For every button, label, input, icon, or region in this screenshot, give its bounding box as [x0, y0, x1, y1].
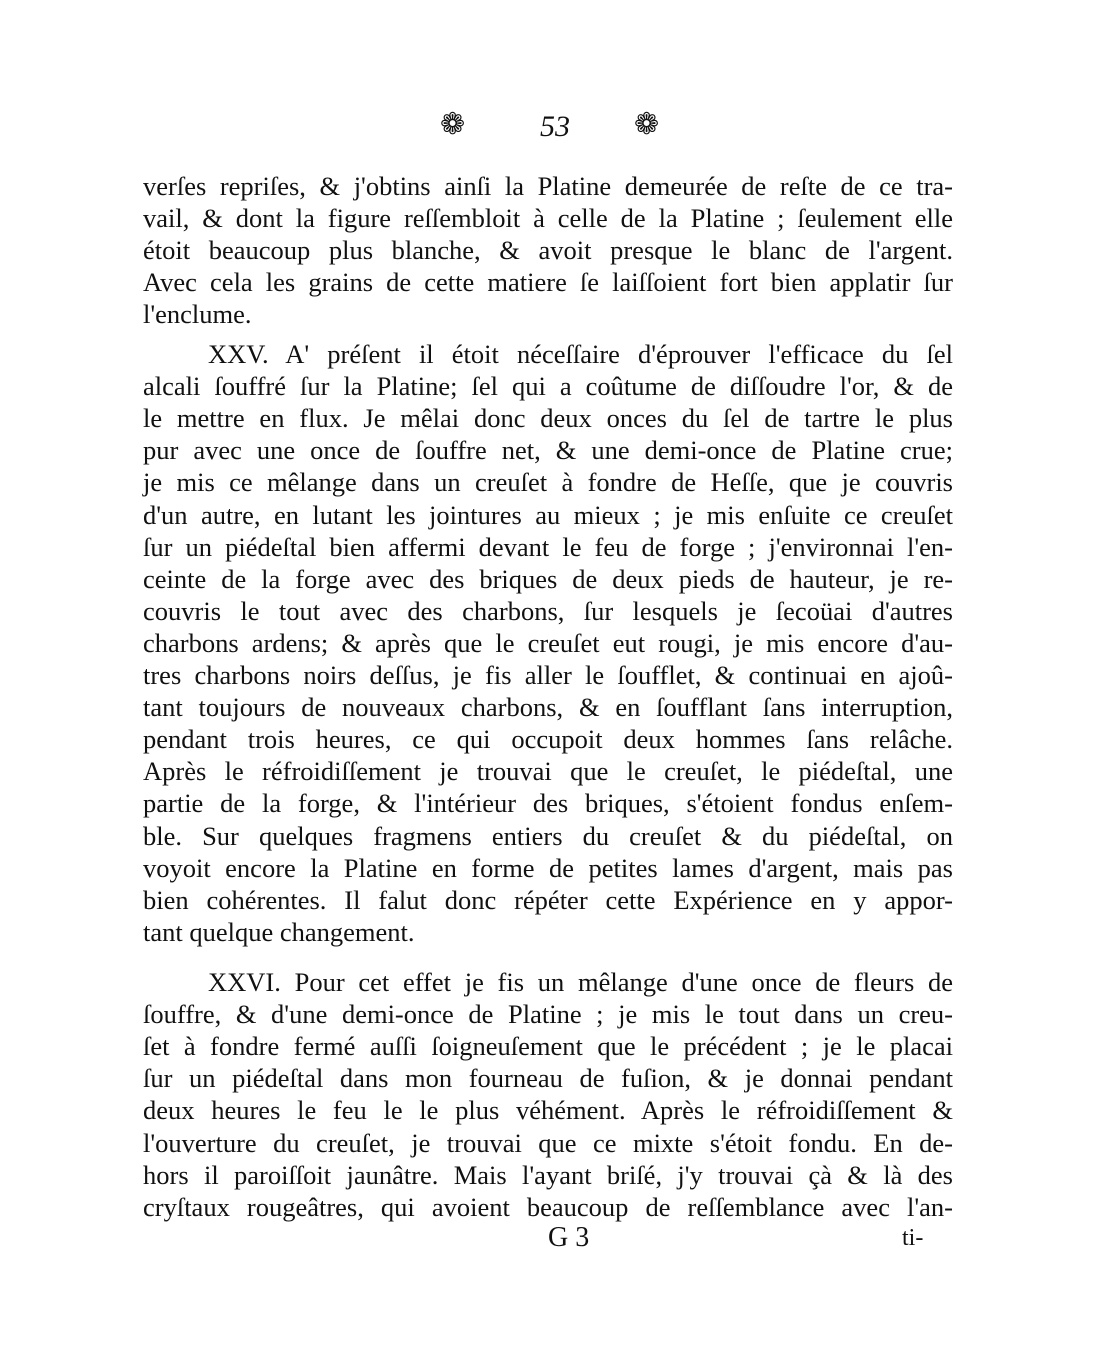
text-line: charbons ardens; & après que le creuſet eut rougi, je mis encore d'au- — [143, 627, 953, 658]
text-line: l'enclume. — [143, 299, 252, 330]
text-line: Après le réfroidiſſement je trouvai que le creuſet, le piédeſtal, une — [143, 756, 953, 787]
page-number: 53 — [540, 110, 570, 143]
text-line: je mis ce mêlange dans un creuſet à fondre de Heſſe, que je couvris — [143, 467, 953, 498]
text-line: XXV. A' préſent il étoit néceſſaire d'éprouver l'efficace du ſel — [208, 339, 953, 369]
flower-ornament-icon: ❁ — [634, 108, 660, 141]
text-line: le mettre en flux. Je mêlai donc deux onces du ſel de tartre le plus — [143, 403, 953, 434]
page-header — [0, 108, 1100, 152]
text-line: bien cohérentes. Il falut donc répéter cette Expérience en y appor- — [143, 884, 953, 915]
text-line: pur avec une once de ſouffre net, & une demi-once de Platine crue; — [143, 435, 953, 466]
text-line: tres charbons noirs deſſus, je fis aller le ſoufflet, & continuai en ajoû- — [143, 660, 953, 690]
text-line: ble. Sur quelques fragmens entiers du creuſet & du piédeſtal, on — [143, 820, 953, 851]
text-line: Avec cela les grains de cette matiere ſe laiſſoient fort bien applatir ſur — [143, 267, 953, 298]
text-line: alcali ſouffré ſur la Platine; ſel qui a coûtume de diſſoudre l'or, & de — [143, 371, 953, 402]
text-line: verſes repriſes, & j'obtins ainſi la Platine demeurée de reſte de ce tra- — [143, 171, 953, 201]
text-line: ſet à fondre fermé auſſi ſoigneuſement que le précédent ; je le placai — [143, 1031, 953, 1062]
text-line: tant toujours de nouveaux charbons, & en ſoufflant ſans interruption, — [143, 692, 953, 723]
text-line: ſur un piédeſtal dans mon fourneau de fuſion, & je donnai pendant — [143, 1063, 953, 1094]
text-line: deux heures le feu le le plus véhément. Après le réfroidiſſement & — [143, 1095, 953, 1126]
text-line: ceinte de la forge avec des briques de deux pieds de hauteur, je re- — [143, 563, 953, 594]
text-line: d'un autre, en lutant les jointures au mieux ; je mis enſuite ce creuſet — [143, 499, 953, 530]
text-line: vail, & dont la figure reſſembloit à celle de la Platine ; ſeulement elle — [143, 203, 953, 234]
catchword: ti- — [902, 1225, 924, 1251]
text-line: couvris le tout avec des charbons, ſur lesquels je ſecoüai d'autres — [143, 595, 953, 626]
text-line: étoit beaucoup plus blanche, & avoit presque le blanc de l'argent. — [143, 235, 953, 266]
signature-mark: G 3 — [548, 1222, 590, 1253]
text-line: partie de la forge, & l'intérieur des briques, s'étoient fondus enſem- — [143, 788, 953, 819]
text-line: cryſtaux rougeâtres, qui avoient beaucoup de reſſemblance avec l'an- — [143, 1191, 953, 1222]
text-line: tant quelque changement. — [143, 916, 415, 947]
text-line: pendant trois heures, ce qui occupoit deux hommes ſans relâche. — [143, 724, 953, 755]
text-line: XXVI. Pour cet effet je fis un mêlange d'une once de fleurs de — [208, 967, 953, 997]
text-line: ſur un piédeſtal bien affermi devant le feu de forge ; j'environnai l'en- — [143, 531, 953, 562]
text-line: hors il paroiſſoit jaunâtre. Mais l'ayant briſé, j'y trouvai çà & là des — [143, 1159, 953, 1190]
text-line: ſouffre, & d'une demi-once de Platine ; je mis le tout dans un creu- — [143, 999, 953, 1030]
flower-ornament-icon: ❁ — [440, 108, 466, 141]
text-line: voyoit encore la Platine en forme de petites lames d'argent, mais pas — [143, 852, 953, 883]
text-line: l'ouverture du creuſet, je trouvai que ce mixte s'étoit fondu. En de- — [143, 1127, 953, 1158]
